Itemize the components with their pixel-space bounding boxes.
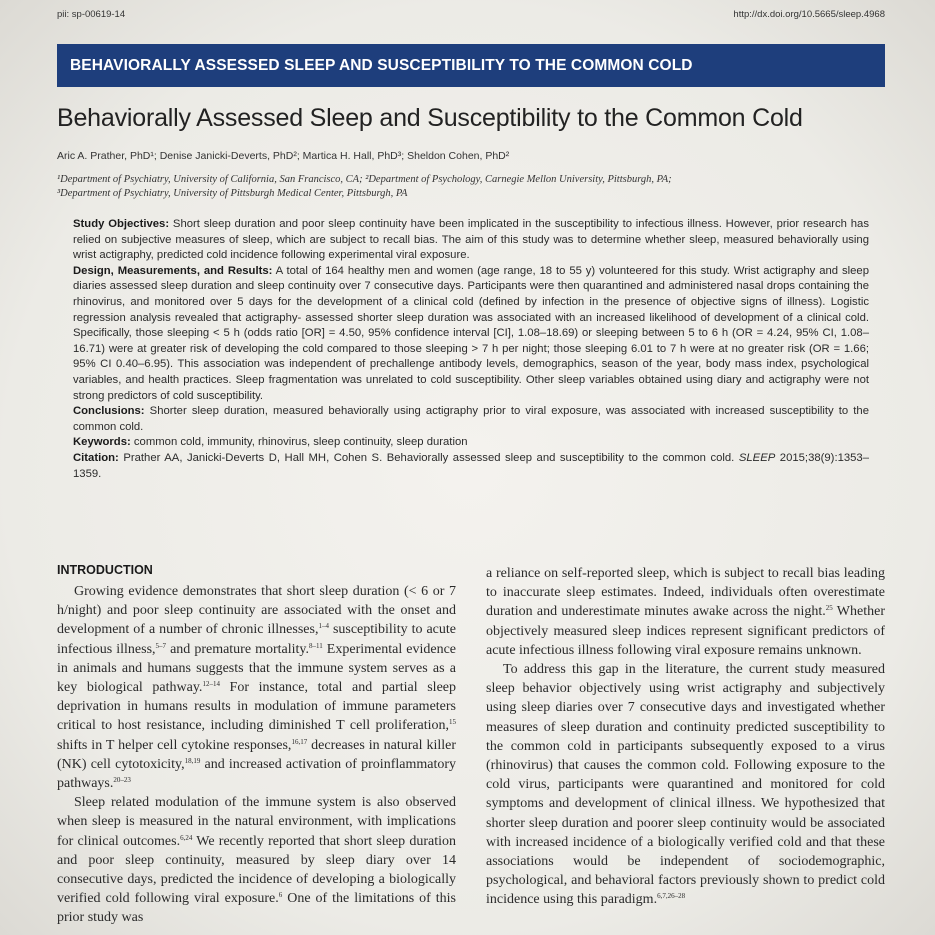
body-column-right [486,564,885,935]
objectives-label: Study Objectives: [73,218,170,230]
text-run: shifts in T helper cell cytokine responses, [57,737,292,753]
author-list: Aric A. Prather, PhD¹; Denise Janicki-Deverts, PhD²; Martica H. Hall, PhD³; Sheldon Cohen, PhD² [57,150,510,162]
conclusions-label: Conclusions: [73,405,145,418]
text-run: and increased activation of proinflammatory pathways. [57,756,456,792]
reference-superscript: 20–23 [113,776,131,785]
affiliation-line-2: ³Department of Psychiatry, University of Pittsburgh Medical Center, Pittsburgh, PA [57,188,408,199]
reference-superscript: 25 [825,604,833,613]
text-run: To address this gap in the literature, the current study measured sleep behavior objectively using wrist actigraphy and subjectively using sleep diaries over 7 consecutive days and investigated whether measures of sleep duration and continuity predicted susceptibility to the common cold in participants subsequently exposed to a virus (rhinovirus) that causes the common cold. Following exposure to the cold virus, participants were quarantined and monitored for cold symptoms and development of clinical illness. We hypothesized that shorter sleep duration and poorer sleep continuity would be associated with increased incidence of a biologically verified cold and that these associations would be independent of sociodemographic, psychological, and behavioral factors previously shown to predict cold incidence using this paradigm. [486,662,885,908]
text-run: a reliance on self-reported sleep, which is subject to recall bias leading to inaccurate sleep estimates. Indeed, individuals often overestimate duration and underestimate minutes awake across the night. [486,566,885,620]
conclusions-text: Shorter sleep duration, measured behaviorally using actigraphy prior to viral exposure, was associated with increased susceptibility to the common cold. [73,405,869,433]
reference-superscript: 8–11 [309,641,323,650]
abstract-design [73,264,869,404]
citation-text: Prather AA, Janicki-Deverts D, Hall MH, Cohen S. Behaviorally assessed sleep and susceptibility to the common cold. [118,451,739,464]
reference-superscript: 1–4 [318,622,329,631]
intro-paragraph-3 [486,564,885,660]
reference-superscript: 18,19 [184,756,201,765]
text-run: Sleep related modulation of the immune system is also observed when sleep is measured in the natural environment, with implications for clinical outcomes. [57,795,456,849]
affiliations [57,173,887,201]
reference-superscript: 5–7 [155,641,167,650]
text-run: Whether objectively measured sleep indices represent significant predictors of acute infectious illness following viral exposure remains unknown. [486,604,885,658]
affiliation-line-1: ¹Department of Psychiatry, University of California, San Francisco, CA; ²Department of Psychology, Carnegie Mellon University, Pittsburgh, PA; [57,174,672,185]
citation-journal: SLEEP [738,451,776,464]
citation-label: Citation: [73,451,119,464]
reference-superscript: 6,24 [180,833,193,842]
design-text: A total of 164 healthy men and women (age range, 18 to 55 y) volunteered for this study. Wrist actigraphy and sleep diaries assessed sleep duration and sleep continuity over 7 consecutive days. Participants were then quarantined and administered nasal drops containing the rhinovirus, and monitored over 5 days for the development of a clinical cold (defined by infection in the presence of objective signs of illness). Logistic regression analysis revealed that actigraphy- assessed shorter sleep duration was associated with an increased likelihood of development of a clinical cold. Specifically, those sleeping < 5 h (odds ratio [OR] = 4.50, 95% confidence interval [CI], 1.08–18.69) or sleeping between 5 to 6 h (OR = 4.24, 95% CI, 1.08–16.71) were at greater risk of developing the cold compared to those sleeping > 7 h per night; those sleeping 6.01 to 7 h were at no greater risk (OR = 1.66; 95% CI 0.40–6.95). This association was independent of prechallenge antibody levels, demographics, season of the year, body mass index, psychological variables, and health practices. Sleep fragmentation was unrelated to cold susceptibility. Other sleep variables obtained using diary and actigraphy were not strong predictors of cold susceptibility. [73,264,869,402]
text-run: decreases in natural killer (NK) cell cytotoxicity, [57,737,456,772]
introduction-heading: INTRODUCTION [57,563,153,577]
reference-superscript: 15 [449,718,456,727]
abstract [73,217,869,482]
abstract-keywords [73,435,869,451]
abstract-citation [73,451,869,482]
text-run: One of the limitations of this prior study was [57,891,456,926]
text-run: and premature mortality. [166,641,310,657]
body-column-left [57,582,456,935]
reference-superscript: 16,17 [291,737,308,746]
text-run: susceptibility to acute infectious illness, [57,622,456,657]
article-title: Behaviorally Assessed Sleep and Susceptibility to the Common Cold [57,104,803,132]
text-run: Growing evidence demonstrates that short sleep duration (< 6 or 7 h/night) and poor sleep continuity are associated with the onset and development of a number of chronic illnesses, [57,584,456,638]
pii-label: pii: sp-00619-14 [57,9,126,20]
doi-link[interactable]: http://dx.doi.org/10.5665/sleep.4968 [733,9,885,20]
banner-text: BEHAVIORALLY ASSESSED SLEEP AND SUSCEPTIBILITY TO THE COMMON COLD [70,56,693,74]
intro-paragraph-4 [486,660,885,910]
abstract-objectives [73,217,869,264]
reference-superscript: 6,7,26–28 [657,892,686,901]
intro-paragraph-1 [57,582,456,793]
reference-superscript: 6 [278,891,283,900]
keywords-label: Keywords: [73,436,131,449]
text-run: We recently reported that short sleep duration and poor sleep continuity, measured by sleep diary over 14 consecutive days, predicted the incidence of developing a biologically verified cold following viral exposure. [57,833,456,907]
keywords-text: common cold, immunity, rhinovirus, sleep continuity, sleep duration [130,436,468,449]
text-run: Experimental evidence in animals and humans suggests that the immune system serves as a key biological pathway. [57,641,456,696]
reference-superscript: 12–14 [202,680,220,689]
text-run: For instance, total and partial sleep deprivation in humans results in modulation of immune parameters critical to host resistance, including diminished T cell proliferation, [57,680,456,734]
design-label: Design, Measurements, and Results: [73,264,273,277]
abstract-conclusions [73,404,869,435]
intro-paragraph-2 [57,793,456,927]
section-banner [57,44,885,87]
objectives-text: Short sleep duration and poor sleep continuity have been implicated in the susceptibility to infectious illness. However, prior research has relied on subjective measures of sleep, which are subject to recall bias. The aim of this study was to determine whether sleep, measured behaviorally using wrist actigraphy, predicted cold incidence following experimental viral exposure. [73,218,869,262]
citation-end: 2015;38(9):1353–1359. [73,451,869,480]
